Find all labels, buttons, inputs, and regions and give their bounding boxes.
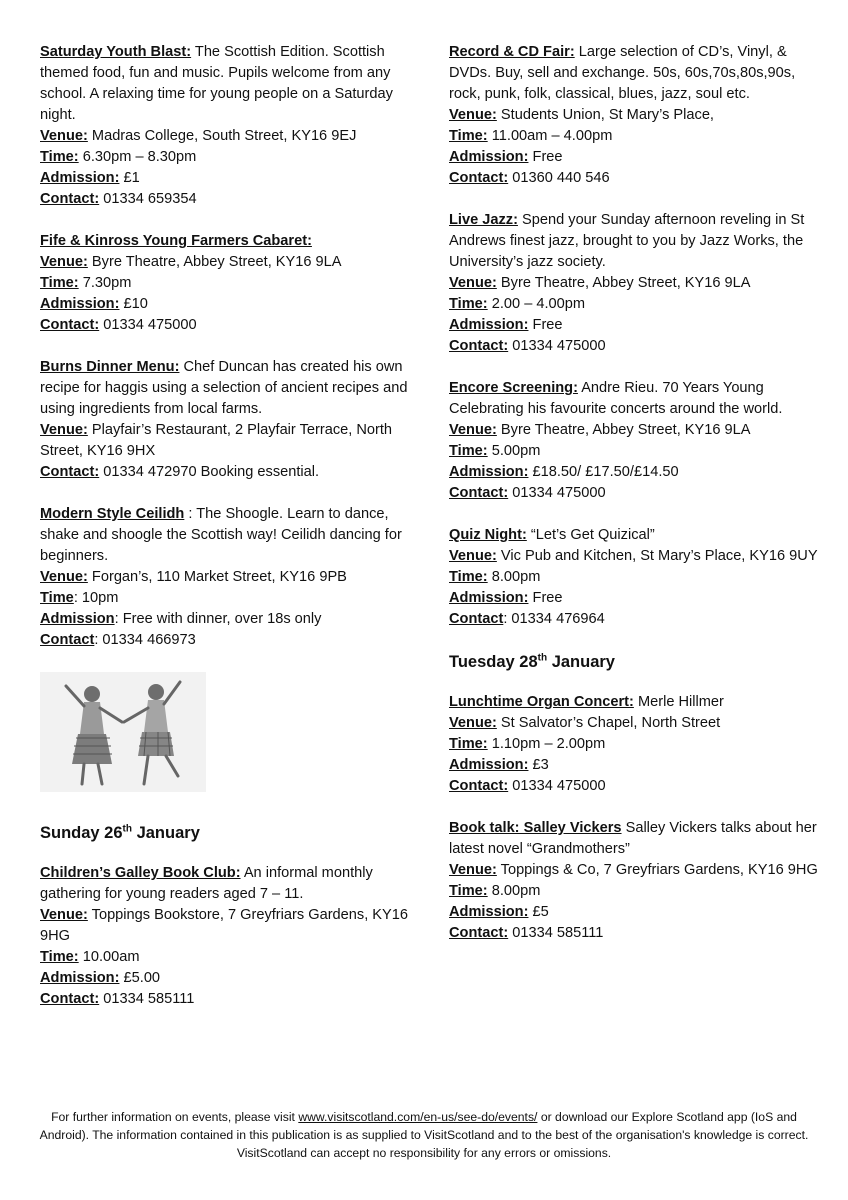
tuesday-heading: Tuesday 28th January	[449, 652, 615, 671]
detail-label: Contact:	[40, 991, 100, 1007]
sunday-heading: Sunday 26th January	[40, 823, 200, 842]
event-title-line	[40, 504, 415, 567]
detail-value: £5	[532, 904, 549, 920]
detail-value: 01334 475000	[512, 338, 606, 354]
event-detail-line	[449, 881, 824, 902]
detail-label: Contact:	[40, 191, 100, 207]
detail-label: Admission:	[449, 317, 529, 333]
event-detail-line	[40, 947, 415, 968]
event-title-line	[449, 525, 824, 546]
event-detail-line	[449, 483, 824, 504]
event-detail-line	[449, 126, 824, 147]
sunday-events	[40, 863, 415, 1010]
event-detail-line	[40, 294, 415, 315]
detail-label: Venue:	[40, 422, 88, 438]
event-detail-line	[40, 126, 415, 147]
right-column	[449, 42, 824, 965]
detail-label: Venue:	[40, 569, 88, 585]
event-title: Burns Dinner Menu:	[40, 359, 180, 375]
event-description: Andre Rieu. 70 Years Young Celebrating his favourite concerts around the world.	[449, 380, 783, 417]
event-title: Modern Style Ceilidh	[40, 506, 185, 522]
detail-value: £1	[123, 170, 140, 186]
event-detail-line	[40, 273, 415, 294]
event-description: The Scottish Edition. Scottish themed food, fun and music. Pupils welcome from any school. A relaxing time for young people on a Saturday night.	[40, 44, 393, 123]
event-title-line	[40, 231, 415, 252]
event-title-line	[40, 863, 415, 905]
event-listing	[449, 378, 824, 504]
event-detail-line	[40, 567, 415, 588]
event-detail-line	[449, 713, 824, 734]
event-detail-line	[449, 755, 824, 776]
event-detail-line	[449, 776, 824, 797]
detail-value: £3	[532, 757, 549, 773]
detail-value: 01334 585111	[512, 925, 604, 941]
event-title: Saturday Youth Blast:	[40, 44, 192, 60]
detail-label: Venue:	[449, 107, 497, 123]
detail-value: Forgan’s, 110 Market Street, KY16 9PB	[91, 569, 347, 585]
event-listing	[40, 357, 415, 483]
event-detail-line	[449, 902, 824, 923]
event-listing	[449, 692, 824, 797]
detail-value: Toppings & Co, 7 Greyfriars Gardens, KY16 9HG	[500, 862, 818, 878]
event-description: Chef Duncan has created his own recipe for haggis using a selection of ancient recipes and using ingredients from local farms.	[40, 359, 408, 417]
event-detail-line	[449, 462, 824, 483]
event-detail-line	[40, 968, 415, 989]
event-title: Lunchtime Organ Concert:	[449, 694, 634, 710]
event-detail-line	[449, 567, 824, 588]
event-description: An informal monthly gathering for young readers aged 7 – 11.	[40, 865, 373, 902]
event-detail-line	[449, 734, 824, 755]
event-detail-line	[449, 860, 824, 881]
visitscotland-events-link[interactable]: www.visitscotland.com/en-us/see-do/events/	[298, 1110, 538, 1124]
event-detail-line	[449, 441, 824, 462]
event-listing	[40, 504, 415, 651]
event-listing	[40, 42, 415, 210]
detail-label: Time:	[40, 949, 79, 965]
detail-label: Time:	[449, 736, 488, 752]
event-listing	[449, 42, 824, 189]
detail-value: Byre Theatre, Abbey Street, KY16 9LA	[91, 254, 342, 270]
event-description: : The Shoogle. Learn to dance, shake and shoogle the Scottish way! Ceilidh dancing for beginners.	[40, 506, 402, 564]
event-title: Encore Screening:	[449, 380, 578, 396]
event-detail-line	[449, 609, 824, 630]
tuesday-events	[449, 692, 824, 944]
detail-label: Contact:	[40, 464, 100, 480]
detail-value: : 01334 476964	[503, 611, 605, 627]
detail-value: Free	[532, 317, 563, 333]
detail-label: Contact:	[449, 485, 509, 501]
event-detail-line	[449, 546, 824, 567]
event-detail-line	[449, 315, 824, 336]
event-detail-line	[449, 147, 824, 168]
detail-value: 2.00 – 4.00pm	[491, 296, 586, 312]
detail-label: Admission:	[40, 970, 120, 986]
event-title-line	[449, 378, 824, 420]
detail-label: Venue:	[449, 275, 497, 291]
event-detail-line	[40, 630, 415, 651]
detail-label: Time:	[40, 275, 79, 291]
detail-label: Admission:	[449, 590, 529, 606]
detail-label: Venue:	[449, 422, 497, 438]
event-detail-line	[449, 420, 824, 441]
event-detail-line	[40, 588, 415, 609]
event-title-line	[40, 42, 415, 126]
event-detail-line	[40, 905, 415, 947]
detail-label: Admission:	[449, 464, 529, 480]
event-detail-line	[40, 420, 415, 462]
footer-text-end: or download our Explore Scotland app (IoS and Android). The information contained in this publication is as supplied to VisitScotland and to the best of the organisation's knowledge is correct. VisitScotland can accept no responsibility for any errors or omissions.	[39, 1110, 809, 1160]
event-description: Large selection of CD’s, Vinyl, & DVDs. Buy, sell and exchange. 50s, 60s,70s,80s,90s, rock, punk, folk, classical, blues, jazz, soul etc.	[449, 44, 796, 102]
right-events	[449, 42, 824, 630]
event-detail-line	[449, 336, 824, 357]
detail-value: 01334 585111	[103, 991, 195, 1007]
detail-value: Free	[532, 590, 563, 606]
detail-label: Venue:	[40, 907, 88, 923]
detail-label: Contact:	[40, 317, 100, 333]
event-listing	[449, 818, 824, 944]
event-detail-line	[449, 294, 824, 315]
detail-label: Venue:	[40, 128, 88, 144]
detail-value: Byre Theatre, Abbey Street, KY16 9LA	[500, 422, 751, 438]
detail-value: 01334 659354	[103, 191, 197, 207]
detail-label: Contact	[449, 611, 504, 627]
detail-label: Admission:	[449, 149, 529, 165]
ceilidh-dancers-illustration	[40, 672, 206, 792]
event-listing	[449, 210, 824, 357]
event-title: Book talk: Salley Vickers	[449, 820, 622, 836]
detail-label: Venue:	[449, 548, 497, 564]
event-description: Salley Vickers talks about her latest novel “Grandmothers”	[449, 820, 817, 857]
event-detail-line	[449, 273, 824, 294]
event-detail-line	[449, 588, 824, 609]
detail-value: 6.30pm – 8.30pm	[82, 149, 197, 165]
detail-value: 01334 475000	[512, 778, 606, 794]
event-title-line	[449, 210, 824, 273]
detail-value: 8.00pm	[491, 569, 541, 585]
detail-label: Time:	[449, 296, 488, 312]
detail-value: 01360 440 546	[512, 170, 610, 186]
detail-label: Venue:	[40, 254, 88, 270]
event-title: Children’s Galley Book Club:	[40, 865, 241, 881]
event-detail-line	[40, 462, 415, 483]
event-title: Live Jazz:	[449, 212, 518, 228]
detail-label: Admission:	[449, 757, 529, 773]
event-listing	[40, 231, 415, 336]
event-detail-line	[40, 315, 415, 336]
event-title-line	[449, 818, 824, 860]
footer-disclaimer	[30, 1108, 818, 1162]
detail-value: £5.00	[123, 970, 161, 986]
detail-value: St Salvator’s Chapel, North Street	[500, 715, 721, 731]
detail-value: Madras College, South Street, KY16 9EJ	[91, 128, 357, 144]
detail-label: Time:	[449, 128, 488, 144]
event-detail-line	[40, 609, 415, 630]
detail-value: 11.00am – 4.00pm	[491, 128, 613, 144]
detail-value: Vic Pub and Kitchen, St Mary’s Place, KY16 9UY	[500, 548, 818, 564]
detail-value: Toppings Bookstore, 7 Greyfriars Gardens, KY16 9HG	[40, 907, 409, 944]
detail-value: 5.00pm	[491, 443, 541, 459]
event-listing	[40, 863, 415, 1010]
detail-value: 01334 475000	[512, 485, 606, 501]
detail-value: Playfair’s Restaurant, 2 Playfair Terrace, North Street, KY16 9HX	[40, 422, 393, 459]
event-detail-line	[40, 252, 415, 273]
detail-label: Venue:	[449, 862, 497, 878]
event-detail-line	[40, 168, 415, 189]
event-description: “Let’s Get Quizical”	[530, 527, 655, 543]
detail-label: Admission:	[40, 170, 120, 186]
detail-value: £10	[123, 296, 148, 312]
detail-value: Free	[532, 149, 563, 165]
event-detail-line	[449, 923, 824, 944]
event-detail-line	[40, 189, 415, 210]
detail-label: Time:	[449, 569, 488, 585]
event-title: Fife & Kinross Young Farmers Cabaret:	[40, 233, 312, 249]
event-title: Quiz Night:	[449, 527, 527, 543]
event-title: Record & CD Fair:	[449, 44, 575, 60]
left-column	[40, 42, 415, 1031]
detail-label: Admission:	[449, 904, 529, 920]
detail-value: 01334 475000	[103, 317, 197, 333]
detail-value: : 01334 466973	[94, 632, 196, 648]
detail-label: Admission	[40, 611, 115, 627]
left-events	[40, 42, 415, 651]
detail-value: 7.30pm	[82, 275, 132, 291]
detail-label: Time:	[40, 149, 79, 165]
footer-text-start: For further information on events, please visit	[51, 1110, 299, 1124]
event-description: Merle Hillmer	[637, 694, 724, 710]
event-detail-line	[449, 168, 824, 189]
detail-label: Time	[40, 590, 74, 606]
detail-label: Time:	[449, 443, 488, 459]
event-description: Spend your Sunday afternoon reveling in St Andrews finest jazz, brought to you by Jazz Works, the University’s jazz society.	[449, 212, 805, 270]
detail-value: : Free with dinner, over 18s only	[114, 611, 322, 627]
detail-value: 01334 472970 Booking essential.	[103, 464, 320, 480]
event-title-line	[40, 357, 415, 420]
detail-value: £18.50/ £17.50/£14.50	[532, 464, 679, 480]
detail-label: Contact	[40, 632, 95, 648]
event-title-line	[449, 692, 824, 713]
detail-label: Contact:	[449, 170, 509, 186]
detail-label: Time:	[449, 883, 488, 899]
detail-value: : 10pm	[73, 590, 119, 606]
detail-label: Contact:	[449, 778, 509, 794]
event-listing	[449, 525, 824, 630]
event-detail-line	[40, 989, 415, 1010]
event-detail-line	[449, 105, 824, 126]
detail-label: Venue:	[449, 715, 497, 731]
detail-value: 10.00am	[82, 949, 140, 965]
detail-label: Contact:	[449, 925, 509, 941]
detail-label: Contact:	[449, 338, 509, 354]
detail-label: Admission:	[40, 296, 120, 312]
detail-value: Byre Theatre, Abbey Street, KY16 9LA	[500, 275, 751, 291]
event-detail-line	[40, 147, 415, 168]
detail-value: 8.00pm	[491, 883, 541, 899]
detail-value: Students Union, St Mary’s Place,	[500, 107, 714, 123]
detail-value: 1.10pm – 2.00pm	[491, 736, 606, 752]
event-title-line	[449, 42, 824, 105]
